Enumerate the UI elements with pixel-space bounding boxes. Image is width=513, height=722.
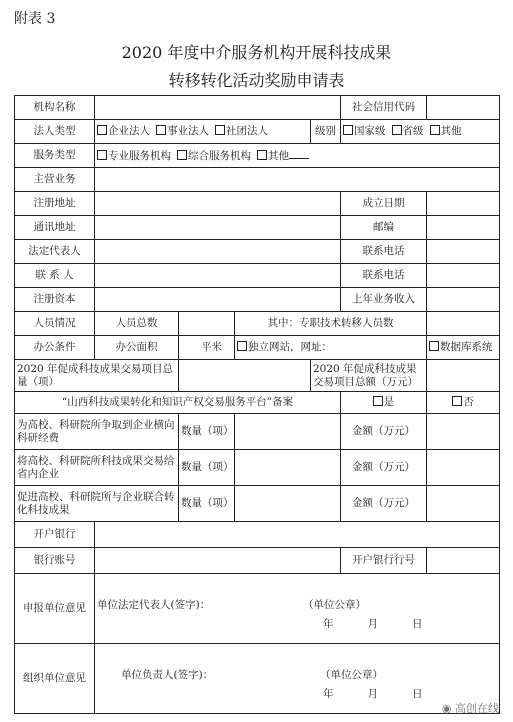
record-no-option — [427, 392, 500, 414]
checkbox[interactable] — [392, 125, 402, 135]
service-type-options — [95, 144, 500, 168]
contact-label: 联 系 人 — [15, 264, 95, 288]
row-reg-address — [15, 192, 500, 216]
deal-count-field[interactable] — [179, 360, 311, 392]
level-label: 级别 — [311, 120, 341, 144]
row-mail-address — [15, 216, 500, 240]
national-level-option: 国家级 — [354, 125, 386, 138]
reg-address-label: 注册地址 — [15, 192, 95, 216]
staff-label: 人员情况 — [15, 312, 95, 336]
account-field[interactable] — [95, 548, 341, 574]
form-title-line1: 2020 年度中介服务机构开展科技成果 — [121, 43, 392, 62]
bank-code-field[interactable] — [427, 548, 500, 574]
main-business-label: 主营业务 — [15, 168, 95, 192]
deal-count-label: 2020 年促成科技成果交易项目总量（项） — [15, 360, 179, 392]
org-name-field[interactable] — [95, 96, 341, 120]
legal-type-options — [95, 120, 311, 144]
last-income-label: 上年业务收入 — [341, 288, 427, 312]
society-legal-option: 社团法人 — [226, 125, 268, 138]
phone1-label: 联系电话 — [341, 240, 427, 264]
sqm-unit: 平米 — [201, 341, 222, 354]
other-level-option: 其他 — [440, 125, 462, 138]
other-service-option: 其他 — [268, 150, 289, 163]
row-office — [15, 336, 500, 360]
category-2-quantity-field[interactable] — [235, 450, 341, 486]
level-options — [341, 120, 500, 144]
checkbox[interactable] — [97, 125, 107, 135]
checkbox[interactable] — [237, 341, 247, 351]
legal-type-label: 法人类型 — [15, 120, 95, 144]
enterprise-legal-option: 企业法人 — [108, 125, 150, 138]
record-yes-option — [341, 392, 427, 414]
credit-code-label: 社会信用代码 — [341, 96, 427, 120]
row-main-business — [15, 168, 500, 192]
quantity-label: 数量（项） — [179, 414, 235, 450]
category-2-label: 将高校、科研院所科技成果交易给省内企业 — [15, 450, 179, 486]
checkbox[interactable] — [373, 396, 383, 406]
own-site-label: 独立网站，网址： — [248, 341, 332, 354]
watermark — [442, 700, 499, 716]
checkbox[interactable] — [429, 341, 439, 351]
checkbox[interactable] — [257, 150, 267, 160]
legal-rep-label: 法定代表人 — [15, 240, 95, 264]
professional-service-option: 专业服务机构 — [108, 150, 171, 163]
staff-total-label: 人员总数 — [95, 312, 179, 336]
application-form-table — [14, 95, 500, 714]
other-service-blank[interactable] — [289, 148, 309, 159]
mail-address-field[interactable] — [95, 216, 341, 240]
row-org-name — [15, 96, 500, 120]
category-1-quantity-field[interactable] — [235, 414, 341, 450]
applicant-opinion-area[interactable] — [95, 574, 500, 644]
checkbox[interactable] — [343, 125, 353, 135]
staff-special-label: 其中：专职技术转移人员数 — [235, 312, 427, 336]
annex-label: 附表 3 — [14, 11, 56, 27]
amount-label: 金额（万元） — [341, 450, 427, 486]
database-label: 数据库系统 — [440, 341, 493, 354]
checkbox[interactable] — [97, 150, 107, 160]
day-label: 日 — [412, 618, 423, 630]
database-option — [427, 336, 500, 360]
deal-amount-label: 2020 年促成科技成果交易项目总额（万元） — [311, 360, 427, 392]
office-area-field[interactable] — [179, 336, 235, 360]
contact-field[interactable] — [95, 264, 341, 288]
yes-label: 是 — [383, 396, 395, 409]
org-seal-label: （单位公章） — [325, 669, 383, 681]
checkbox[interactable] — [430, 125, 440, 135]
service-type-label: 服务类型 — [15, 144, 95, 168]
account-label: 银行账号 — [15, 548, 95, 574]
watermark-label: 高创在线 — [455, 702, 499, 715]
found-date-field[interactable] — [427, 192, 500, 216]
row-bank — [15, 522, 500, 548]
reg-capital-label: 注册资本 — [15, 288, 95, 312]
deal-amount-field[interactable] — [427, 360, 500, 392]
amount-label: 金额（万元） — [341, 414, 427, 450]
row-contact — [15, 264, 500, 288]
row-legal-rep — [15, 240, 500, 264]
provincial-level-option: 省级 — [402, 125, 424, 138]
category-3-amount-field[interactable] — [427, 486, 500, 522]
main-business-field[interactable] — [95, 168, 500, 192]
row-category-1 — [15, 414, 500, 450]
year-label: 年 — [323, 688, 334, 700]
category-3-label: 促进高校、科研院所与企业联合转化科技成果 — [15, 486, 179, 522]
legal-rep-field[interactable] — [95, 240, 341, 264]
month-label: 月 — [367, 618, 378, 630]
row-legal-type — [15, 120, 500, 144]
wechat-icon: ◉ — [441, 702, 455, 715]
row-platform-record — [15, 392, 500, 414]
org-name-label: 机构名称 — [15, 96, 95, 120]
category-1-label: 为高校、科研院所争取到企业横向科研经费 — [15, 414, 179, 450]
year-label: 年 — [323, 618, 334, 630]
category-1-amount-field[interactable] — [427, 414, 500, 450]
checkbox[interactable] — [177, 150, 187, 160]
bank-code-label: 开户银行行号 — [341, 548, 427, 574]
checkbox[interactable] — [156, 125, 166, 135]
org-opinion-area[interactable] — [95, 644, 500, 714]
platform-record-label: “山西科技成果转化和知识产权交易服务平台”备案 — [15, 392, 341, 414]
phone2-label: 联系电话 — [341, 264, 427, 288]
row-staff — [15, 312, 500, 336]
own-site-option — [235, 336, 427, 360]
row-org-opinion — [15, 644, 500, 714]
last-income-field[interactable] — [427, 288, 500, 312]
checkbox[interactable] — [215, 125, 225, 135]
office-label: 办公条件 — [15, 336, 95, 360]
found-date-label: 成立日期 — [341, 192, 427, 216]
quantity-label: 数量（项） — [179, 450, 235, 486]
comprehensive-service-option: 综合服务机构 — [188, 150, 251, 163]
org-sign-label: 单位负责人(签字)： — [121, 669, 214, 681]
institution-legal-option: 事业法人 — [167, 125, 209, 138]
form-title-line2: 转移转化活动奖励申请表 — [168, 71, 345, 90]
category-2-amount-field[interactable] — [427, 450, 500, 486]
postcode-field[interactable] — [427, 216, 500, 240]
row-account — [15, 548, 500, 574]
checkbox[interactable] — [452, 396, 462, 406]
month-label: 月 — [367, 688, 378, 700]
row-reg-capital — [15, 288, 500, 312]
staff-total-field[interactable] — [179, 312, 235, 336]
row-deal-totals — [15, 360, 500, 392]
credit-code-field[interactable] — [427, 96, 500, 120]
postcode-label: 邮编 — [341, 216, 427, 240]
applicant-seal-label: （单位公章） — [308, 599, 366, 611]
office-area-label: 办公面积 — [95, 336, 179, 360]
day-label: 日 — [412, 688, 423, 700]
category-3-quantity-field[interactable] — [235, 486, 341, 522]
row-applicant-opinion — [15, 574, 500, 644]
bank-field[interactable] — [95, 522, 500, 548]
mail-address-label: 通讯地址 — [15, 216, 95, 240]
phone1-field[interactable] — [427, 240, 500, 264]
no-label: 否 — [463, 396, 474, 409]
reg-capital-field[interactable] — [95, 288, 341, 312]
row-category-3 — [15, 486, 500, 522]
row-service-type — [15, 144, 500, 168]
applicant-opinion-label: 申报单位意见 — [15, 574, 95, 644]
staff-special-field[interactable] — [427, 312, 500, 336]
applicant-sign-label: 单位法定代表人(签字)： — [97, 599, 211, 611]
quantity-label: 数量（项） — [179, 486, 235, 522]
bank-label: 开户银行 — [15, 522, 95, 548]
phone2-field[interactable] — [427, 264, 500, 288]
amount-label: 金额（万元） — [341, 486, 427, 522]
row-category-2 — [15, 450, 500, 486]
reg-address-field[interactable] — [95, 192, 341, 216]
org-opinion-label: 组织单位意见 — [15, 644, 95, 714]
